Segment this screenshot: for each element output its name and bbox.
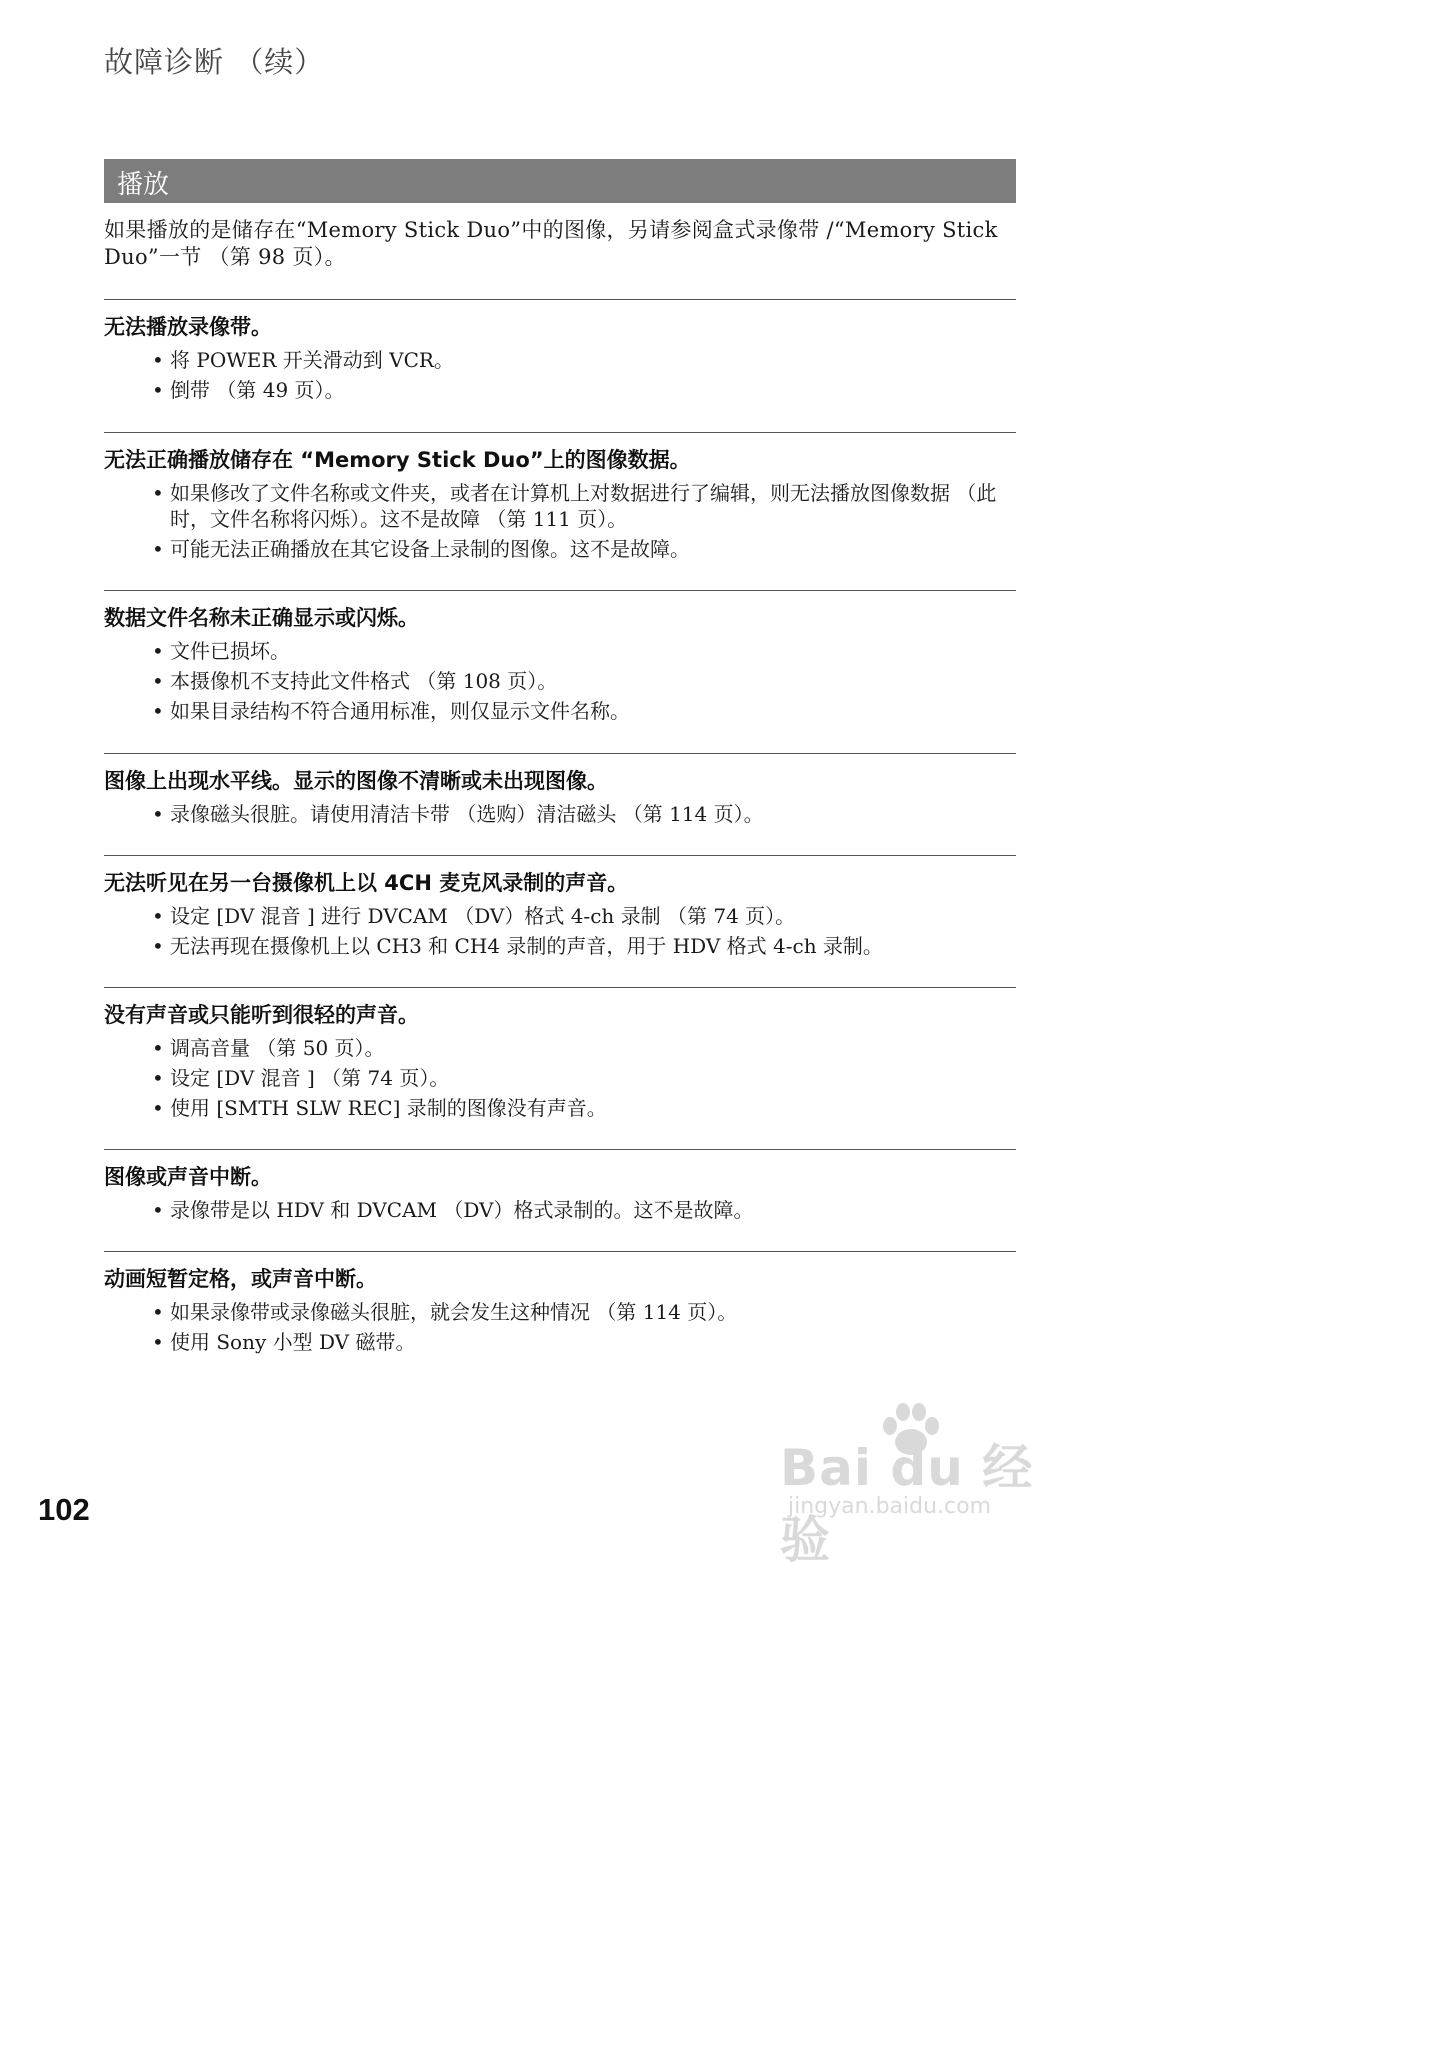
- bullet: •: [152, 348, 164, 372]
- list-item-text: 无法再现在摄像机上以 CH3 和 CH4 录制的声音，用于 HDV 格式 4-ch 录制。: [170, 934, 883, 958]
- topic-items: [104, 801, 1016, 827]
- baidu-watermark: [780, 1400, 1050, 1569]
- list-item-text: 本摄像机不支持此文件格式 （第 108 页）。: [170, 669, 558, 693]
- bullet: •: [152, 1198, 164, 1222]
- bullet: •: [152, 1330, 164, 1354]
- bullet: •: [152, 934, 164, 958]
- topic-block: [104, 987, 1016, 1125]
- section-bar: [104, 159, 1016, 203]
- list-item: [152, 536, 1016, 562]
- topic-block: [104, 855, 1016, 963]
- bullet: •: [152, 1096, 164, 1120]
- list-item-text: 录像带是以 HDV 和 DVCAM （DV）格式录制的。这不是故障。: [170, 1198, 754, 1222]
- topic-block: [104, 753, 1016, 831]
- topic-divider: [104, 1251, 1016, 1252]
- topic-heading: 图像或声音中断。: [104, 1165, 272, 1189]
- list-item: [152, 903, 1016, 929]
- watermark-brand: Bai du 经验: [780, 1439, 1034, 1569]
- list-item-text: 使用 Sony 小型 DV 磁带。: [170, 1330, 416, 1354]
- list-item: [152, 668, 1016, 694]
- list-item: [152, 1299, 1016, 1325]
- list-item-text: 录像磁头很脏。请使用清洁卡带 （选购）清洁磁头 （第 114 页）。: [170, 802, 764, 826]
- list-item-text: 倒带 （第 49 页）。: [170, 378, 345, 402]
- topic-heading: 图像上出现水平线。显示的图像不清晰或未出现图像。: [104, 769, 608, 793]
- topic-heading: 无法正确播放储存在 “Memory Stick Duo”上的图像数据。: [104, 448, 691, 472]
- list-item: [152, 347, 1016, 373]
- list-item-text: 如果录像带或录像磁头很脏，就会发生这种情况 （第 114 页）。: [170, 1300, 738, 1324]
- list-item-text: 如果修改了文件名称或文件夹，或者在计算机上对数据进行了编辑，则无法播放图像数据 （此时，文件名称将闪烁）。这不是故障 （第 111 页）。: [170, 481, 997, 531]
- bullet: •: [152, 378, 164, 402]
- list-item: [152, 801, 1016, 827]
- list-item: [152, 933, 1016, 959]
- bullet: •: [152, 699, 164, 723]
- bullet: •: [152, 639, 164, 663]
- topic-items: [104, 1299, 1016, 1355]
- list-item: [152, 1035, 1016, 1061]
- watermark-url: jingyan.baidu.com: [788, 1494, 992, 1519]
- bullet: •: [152, 481, 164, 505]
- page-header: 故障诊断 （续）: [104, 45, 325, 79]
- list-item-text: 使用 [SMTH SLW REC] 录制的图像没有声音。: [170, 1096, 607, 1120]
- bullet: •: [152, 1300, 164, 1324]
- topic-divider: [104, 590, 1016, 591]
- topic-items: [104, 638, 1016, 724]
- list-item: [152, 638, 1016, 664]
- bullet: •: [152, 669, 164, 693]
- topic-items: [104, 347, 1016, 403]
- bullet: •: [152, 904, 164, 928]
- topic-items: [104, 480, 1016, 562]
- list-item: [152, 377, 1016, 403]
- topic-divider: [104, 1149, 1016, 1150]
- list-item-text: 文件已损坏。: [170, 639, 290, 663]
- topic-divider: [104, 299, 1016, 300]
- topic-divider: [104, 987, 1016, 988]
- list-item-text: 调高音量 （第 50 页）。: [170, 1036, 385, 1060]
- topic-items: [104, 903, 1016, 959]
- list-item-text: 设定 [DV 混音 ] 进行 DVCAM （DV）格式 4-ch 录制 （第 74 页）。: [170, 904, 796, 928]
- topic-divider: [104, 753, 1016, 754]
- list-item: [152, 1197, 1016, 1223]
- list-item-text: 将 POWER 开关滑动到 VCR。: [170, 348, 454, 372]
- topic-block: [104, 432, 1016, 566]
- bullet: •: [152, 1036, 164, 1060]
- list-item-text: 可能无法正确播放在其它设备上录制的图像。这不是故障。: [170, 537, 690, 561]
- topic-divider: [104, 432, 1016, 433]
- topic-divider: [104, 855, 1016, 856]
- page-number: 102: [38, 1492, 90, 1527]
- list-item: [152, 698, 1016, 724]
- topic-block: [104, 1149, 1016, 1227]
- list-item: [152, 1329, 1016, 1355]
- bullet: •: [152, 537, 164, 561]
- list-item: [152, 480, 1016, 532]
- topic-heading: 无法听见在另一台摄像机上以 4CH 麦克风录制的声音。: [104, 871, 629, 895]
- list-item-text: 如果目录结构不符合通用标准，则仅显示文件名称。: [170, 699, 630, 723]
- topic-heading: 数据文件名称未正确显示或闪烁。: [104, 606, 419, 630]
- topic-items: [104, 1197, 1016, 1223]
- topic-items: [104, 1035, 1016, 1121]
- bullet: •: [152, 802, 164, 826]
- list-item: [152, 1095, 1016, 1121]
- topic-heading: 没有声音或只能听到很轻的声音。: [104, 1003, 419, 1027]
- topic-heading: 无法播放录像带。: [104, 315, 272, 339]
- topic-heading: 动画短暂定格，或声音中断。: [104, 1267, 377, 1291]
- section-title: 播放: [117, 170, 170, 200]
- bullet: •: [152, 1066, 164, 1090]
- list-item-text: 设定 [DV 混音 ] （第 74 页）。: [170, 1066, 450, 1090]
- section-intro: 如果播放的是储存在“Memory Stick Duo”中的图像，另请参阅盒式录像带 /“Memory Stick Duo”一节 （第 98 页）。: [104, 218, 998, 269]
- topic-block: [104, 1251, 1016, 1359]
- topic-block: [104, 299, 1016, 407]
- topic-block: [104, 590, 1016, 728]
- list-item: [152, 1065, 1016, 1091]
